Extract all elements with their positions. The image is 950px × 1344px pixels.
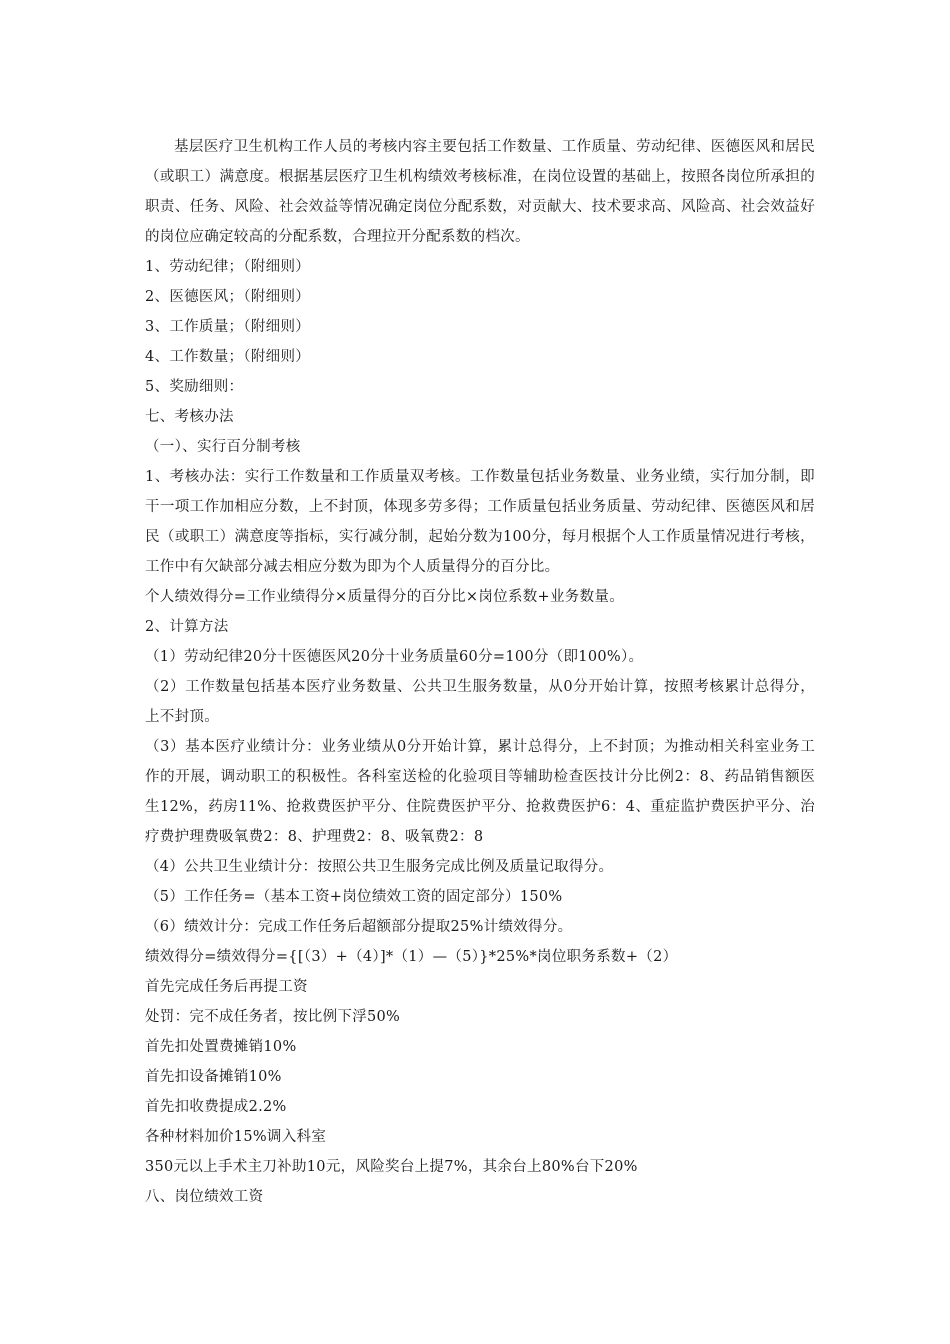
calc-item-5: （5）工作任务=（基本工资+岗位绩效工资的固定部分）150% [145,889,563,905]
rule-equipment-amortization: 首先扣设备摊销10% [145,1069,282,1085]
rule-surgery-subsidy: 350元以上手术主刀补助10元，风险奖台上提7%，其余台上80%台下20% [145,1159,638,1175]
item-work-quality: 3、工作质量；（附细则） [145,319,311,335]
rule-fee-commission: 首先扣收费提成2.2% [145,1099,287,1115]
assessment-method-paragraph: 1、考核办法：实行工作数量和工作质量双考核。工作数量包括业务数量、业务业绩，实行加分制，即干一项工作加相应分数，上不封顶，体现多劳多得；工作质量包括业务质量、劳动纪律、医德医风和居民（或职工）满意度等指标，实行减分制，起始分数为100分，每月根据个人工作质量情况进行考核，工作中有欠缺部分减去相应分数为即为个人质量得分的百分比。 [145,469,815,575]
performance-score-formula: 绩效得分=绩效得分={[（3）+（4）]*（1）—（5）}*25%*岗位职务系数+（2） [145,949,678,965]
calc-item-3: （3）基本医疗业绩计分：业务业绩从0分开始计算，累计总得分，上不封顶；为推动相关科室业务工作的开展，调动职工的积极性。各科室送检的化验项目等辅助检查医技计分比例2：8、药品销售额医生12%，药房11%、抢救费医护平分、住院费医护平分、抢救费医护6：4、重症监护费医护平分、治疗费护理费吸氧费2：8、护理费2：8、吸氧费2：8 [145,739,815,845]
calc-item-4: （4）公共卫生业绩计分：按照公共卫生服务完成比例及质量记取得分。 [145,859,614,875]
rule-material-markup: 各种材料加价15%调入科室 [145,1129,327,1145]
subsection-heading-percentage-system: （一）、实行百分制考核 [145,439,301,455]
calc-item-1: （1）劳动纪律20分十医德医风20分十业务质量60分=100分（即100%）。 [145,649,644,665]
personal-score-formula: 个人绩效得分=工作业绩得分×质量得分的百分比×岗位系数+业务数量。 [145,589,624,605]
intro-paragraph: 基层医疗卫生机构工作人员的考核内容主要包括工作数量、工作质量、劳动纪律、医德医风和居民（或职工）满意度。根据基层医疗卫生机构绩效考核标准，在岗位设置的基础上，按照各岗位所承担的职责、任务、风险、社会效益等情况确定岗位分配系数，对贡献大、技术要求高、风险高、社会效益好的岗位应确定较高的分配系数，合理拉开分配系数的档次。 [145,139,815,245]
section-heading-assessment-method: 七、考核办法 [145,409,234,425]
item-medical-ethics: 2、医德医风；（附细则） [145,289,311,305]
calculation-method-heading: 2、计算方法 [145,619,229,635]
item-work-quantity: 4、工作数量；（附细则） [145,349,311,365]
item-reward-rules: 5、奖励细则： [145,379,244,395]
rule-penalty: 处罚：完不成任务者，按比例下浮50% [145,1009,401,1025]
item-labor-discipline: 1、劳动纪律；（附细则） [145,259,311,275]
rule-disposal-fee: 首先扣处置费摊销10% [145,1039,297,1055]
section-heading-post-performance-pay: 八、岗位绩效工资 [145,1189,264,1205]
rule-task-first: 首先完成任务后再提工资 [145,979,308,995]
document-body [145,132,815,1212]
calc-item-2: （2）工作数量包括基本医疗业务数量、公共卫生服务数量，从0分开始计算，按照考核累计总得分，上不封顶。 [145,679,815,725]
calc-item-6: （6）绩效计分：完成工作任务后超额部分提取25%计绩效得分。 [145,919,573,935]
